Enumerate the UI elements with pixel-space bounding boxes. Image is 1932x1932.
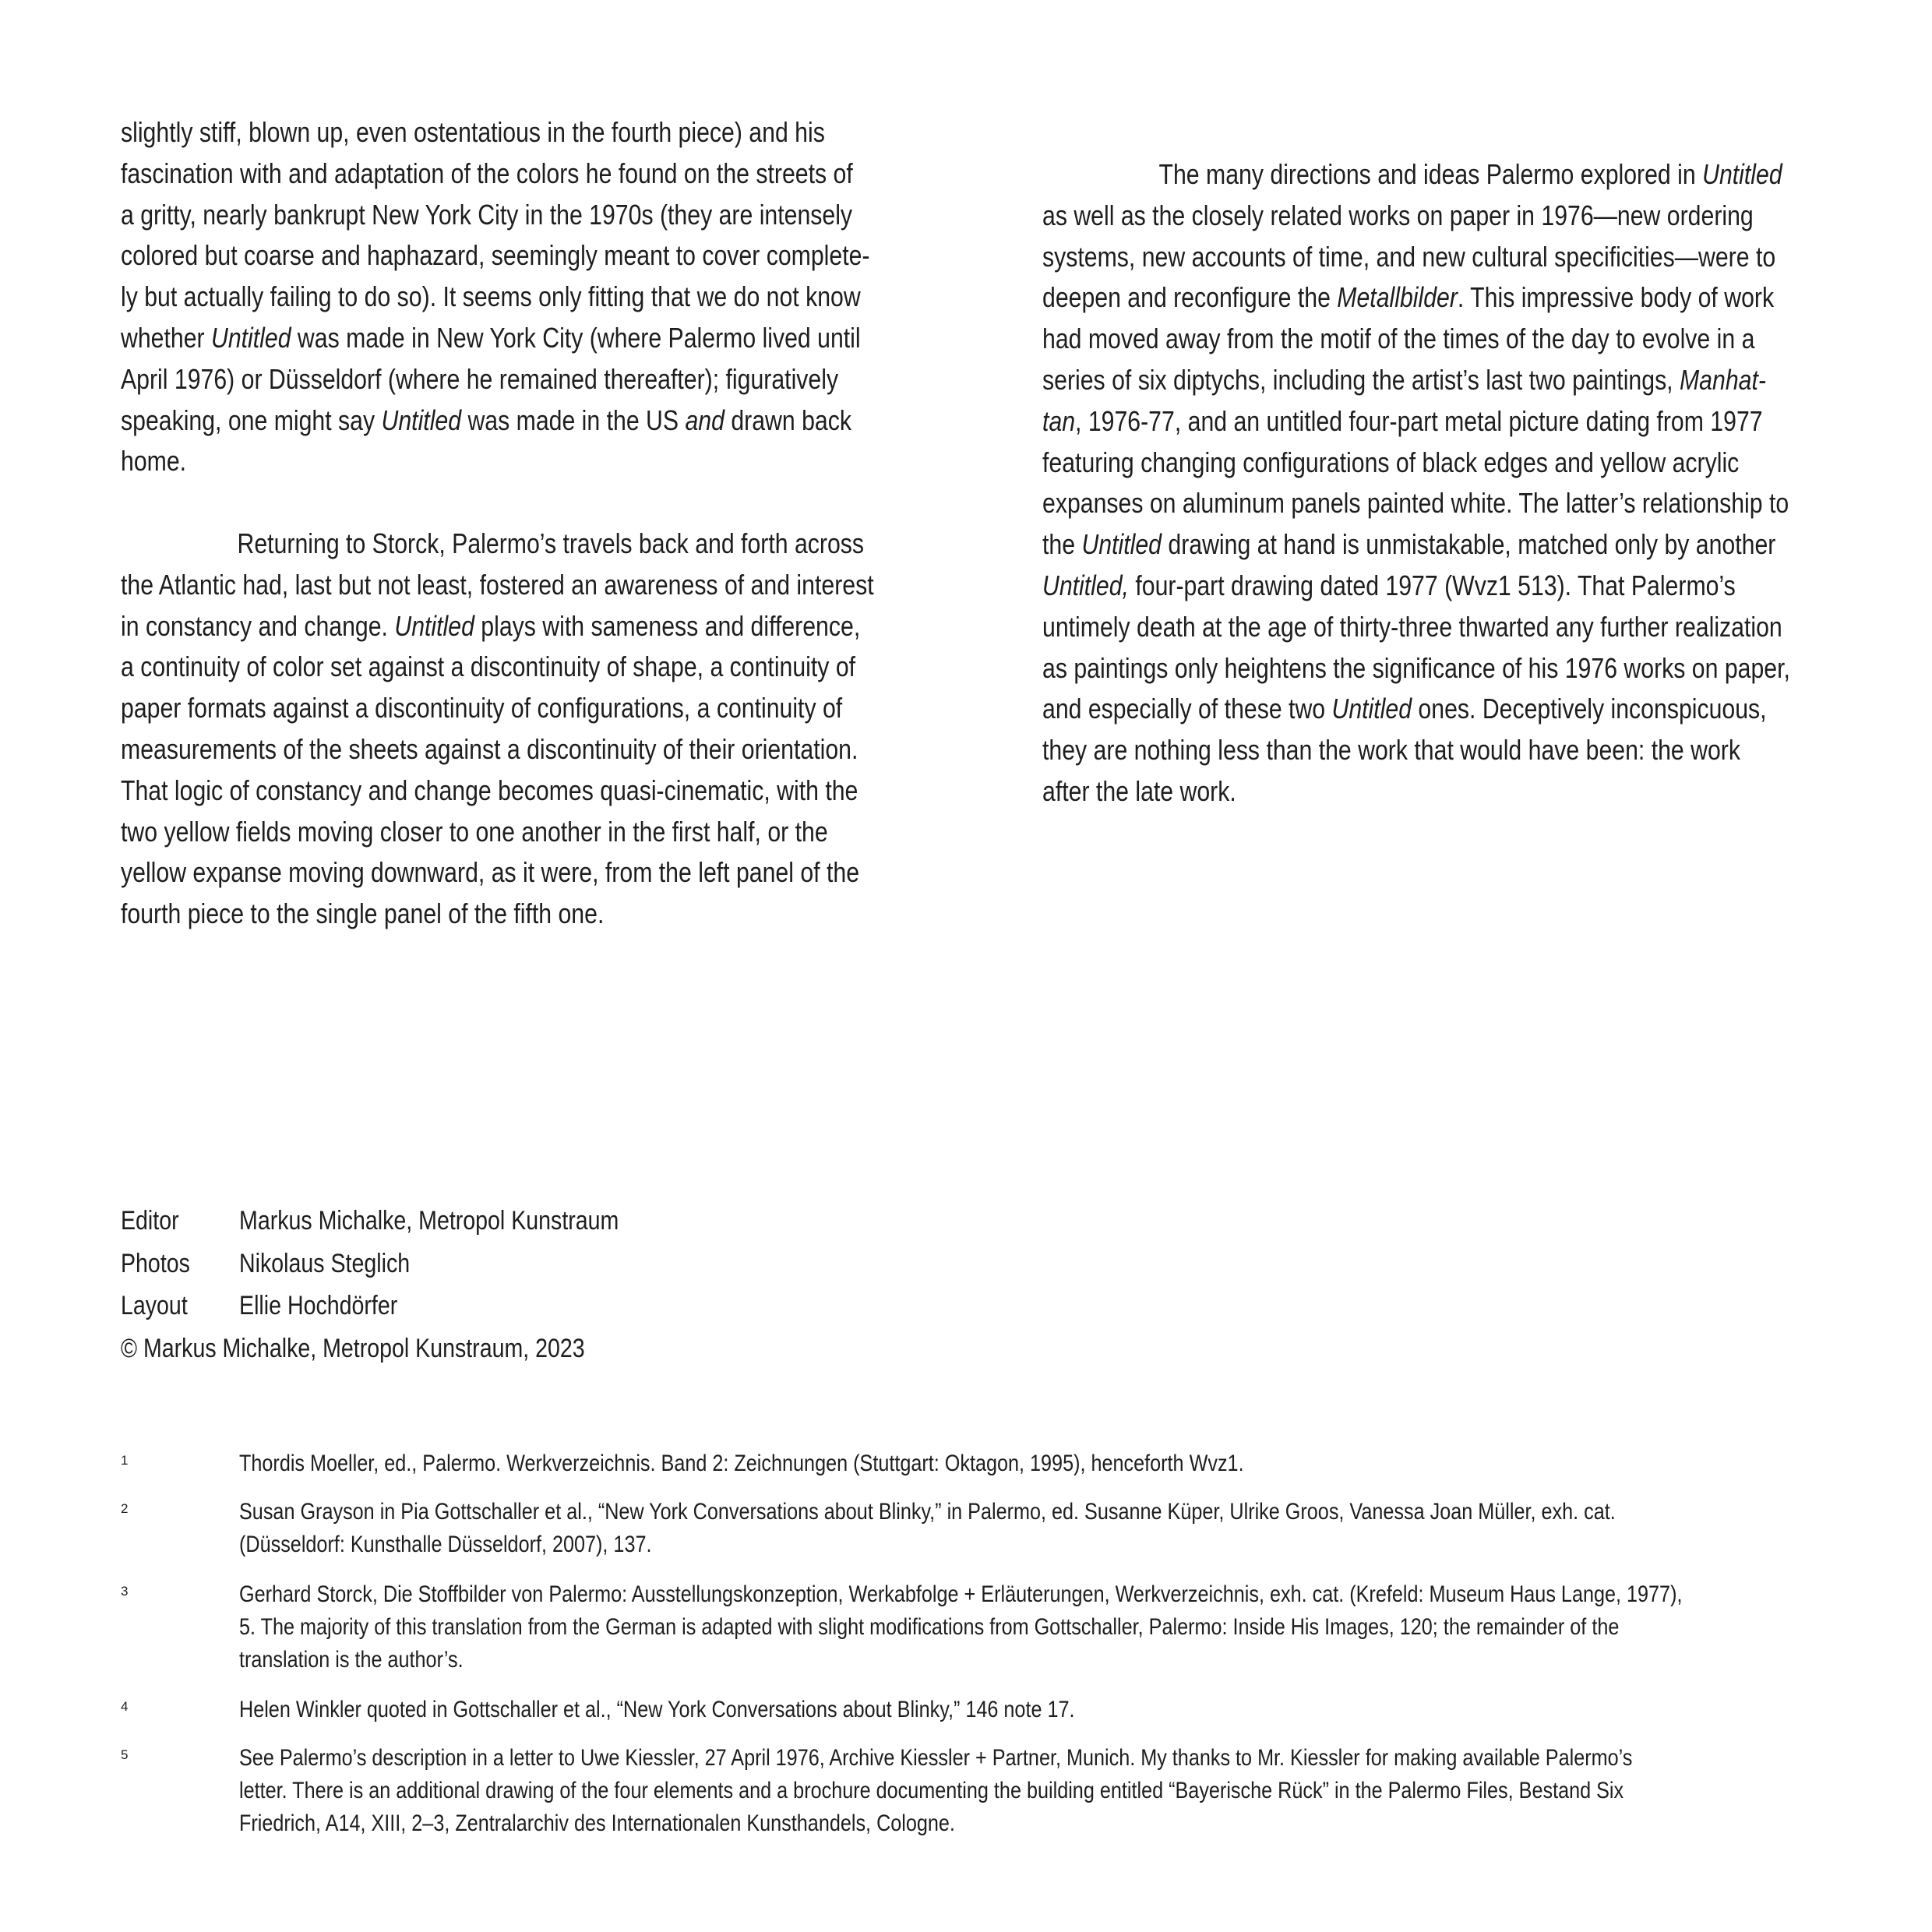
- text-line: [121, 770, 874, 812]
- text-line: [121, 524, 874, 565]
- text-line: [121, 277, 869, 318]
- text-segment: measurements of the sheets against a discontinuity of their orientation.: [121, 732, 858, 765]
- text-segment: Returning to Storck, Palermo’s travels back and forth across: [237, 527, 865, 559]
- footnote-line: Thordis Moeller, ed., Palermo. Werkverzeichnis. Band 2: Zeichnungen (Stuttgart: Oktagon, 1995), henceforth Wvz1.: [239, 1451, 1244, 1476]
- italic-title: Metallbilder: [1337, 281, 1458, 314]
- text-segment: . This impressive body of work: [1457, 281, 1775, 314]
- text-line: [121, 565, 874, 606]
- text-line: [1042, 566, 1790, 607]
- text-line: [1042, 524, 1790, 566]
- footnote-line: (Düsseldorf: Kunsthalle Düsseldorf, 2007), 137.: [239, 1532, 652, 1557]
- text-segment: whether: [121, 321, 211, 354]
- text-segment: April 1976) or Düsseldorf (where he remained thereafter); figuratively: [121, 362, 839, 395]
- text-segment: plays with sameness and difference,: [474, 609, 861, 642]
- footnote-number: 3: [121, 1584, 129, 1599]
- text-line: [1042, 196, 1790, 237]
- footnote-number: 1: [121, 1453, 129, 1468]
- italic-title: Untitled: [210, 321, 291, 354]
- text-line: [121, 318, 869, 359]
- text-line: [1042, 360, 1790, 401]
- italic-title: Untitled: [381, 404, 462, 436]
- credits: [121, 1200, 619, 1370]
- text-line: [1042, 771, 1790, 813]
- text-segment: home.: [121, 445, 187, 478]
- italic-title: Untitled: [1331, 693, 1412, 725]
- italic-title: tan: [1042, 404, 1076, 437]
- text-line: [121, 852, 874, 894]
- text-segment: was made in the US: [461, 404, 686, 436]
- text-line: [121, 195, 869, 236]
- text-segment: the: [1042, 528, 1082, 561]
- text-segment: ones. Deceptively inconspicuous,: [1412, 693, 1767, 725]
- footnote-text: [239, 1742, 1632, 1840]
- footnote-number: 5: [121, 1747, 129, 1762]
- text-segment: two yellow fields moving closer to one another in the first half, or the: [121, 815, 828, 848]
- text-segment: expanses on aluminum panels painted white. The latter’s relationship to: [1042, 487, 1789, 520]
- footnote-text: [239, 1578, 1682, 1676]
- text-line: [1042, 442, 1790, 484]
- text-segment: after the late work.: [1042, 774, 1236, 807]
- credit-label: Layout: [121, 1291, 188, 1320]
- text-segment: featuring changing configurations of black edges and yellow acrylic: [1042, 446, 1740, 478]
- text-line: [1042, 689, 1790, 730]
- text-segment: as well as the closely related works on paper in 1976—new ordering: [1042, 199, 1754, 231]
- text-line: [1042, 154, 1790, 196]
- text-segment: ly but actually failing to do so). It seems only fitting that we do not know: [121, 280, 861, 313]
- text-segment: they are nothing less than the work that would have been: the work: [1042, 734, 1741, 767]
- text-segment: was made in New York City (where Palermo lived until: [291, 321, 861, 354]
- text-segment: yellow expanse moving downward, as it were, from the left panel of the: [121, 856, 860, 889]
- text-line: [1042, 607, 1790, 648]
- text-line: [121, 112, 869, 153]
- footnote-text: [239, 1447, 1244, 1480]
- text-line: [121, 688, 874, 729]
- footnote-line: Gerhard Storck, Die Stoffbilder von Palermo: Ausstellungskonzeption, Werkabfolge + Erläuterungen, Werkverzeichnis, exh. cat. (Krefeld: Museum Haus Lange, 1977),: [239, 1581, 1683, 1607]
- footnote-text: [239, 1694, 1075, 1726]
- text-line: [1042, 319, 1790, 360]
- text-line: [1042, 277, 1790, 319]
- text-segment: drawing at hand is unmistakable, matched only by another: [1161, 528, 1776, 561]
- text-line: [1042, 648, 1790, 689]
- text-segment: paper formats against a discontinuity of configurations, a continuity of: [121, 692, 843, 724]
- footnote-line: letter. There is an additional drawing of the four elements and a brochure documenting the building entitled “Bayerische Rück” in the Palermo Files, Bestand Six: [239, 1778, 1624, 1803]
- left-column-paragraph-1: [121, 112, 869, 482]
- italic-title: Untitled: [394, 609, 474, 642]
- footnote-line: Helen Winkler quoted in Gottschaller et al., “New York Conversations about Blinky,” 146 note 17.: [239, 1697, 1075, 1722]
- text-segment: in constancy and change.: [121, 609, 395, 642]
- text-line: [1042, 483, 1790, 524]
- credit-row-editor: [121, 1200, 619, 1243]
- credit-value: Ellie Hochdörfer: [239, 1291, 398, 1320]
- text-segment: untimely death at the age of thirty-three thwarted any further realization: [1042, 610, 1782, 643]
- italic-title: Manhat-: [1679, 363, 1766, 396]
- credit-row-photos: [121, 1243, 619, 1285]
- text-line: [121, 894, 874, 935]
- text-line: [1042, 730, 1790, 771]
- footnote-number: 2: [121, 1501, 129, 1516]
- italic-title: Untitled: [1702, 158, 1782, 190]
- italic-title: Untitled: [1081, 528, 1162, 561]
- footnote-line: See Palermo’s description in a letter to Uwe Kiessler, 27 April 1976, Archive Kiessler + Partner, Munich. My thanks to Mr. Kiessler for making available Palermo’s: [239, 1745, 1633, 1771]
- copyright: © Markus Michalke, Metropol Kunstraum, 2023: [121, 1333, 585, 1363]
- credit-label: Editor: [121, 1206, 179, 1236]
- text-line: [121, 235, 869, 277]
- text-line: [121, 153, 869, 195]
- text-segment: systems, new accounts of time, and new cultural specificities—were to: [1042, 240, 1776, 273]
- text-segment: four-part drawing dated 1977 (Wvz1 513). That Palermo’s: [1128, 569, 1736, 601]
- text-segment: a continuity of color set against a discontinuity of shape, a continuity of: [121, 650, 856, 683]
- text-segment: speaking, one might say: [121, 404, 382, 436]
- text-segment: colored but coarse and haphazard, seemingly meant to cover complete-: [121, 239, 870, 272]
- italic-title: and: [685, 404, 724, 436]
- footnote-line: translation is the author’s.: [239, 1647, 464, 1673]
- text-segment: as paintings only heightens the significance of his 1976 works on paper,: [1042, 651, 1790, 684]
- text-line: [121, 606, 874, 647]
- text-segment: and especially of these two: [1042, 693, 1332, 725]
- text-segment: a gritty, nearly bankrupt New York City in the 1970s (they are intensely: [121, 198, 853, 231]
- text-segment: , 1976-77, and an untitled four-part metal picture dating from 1977: [1075, 404, 1763, 437]
- text-segment: drawn back: [724, 404, 851, 436]
- text-segment: The many directions and ideas Palermo explored in: [1158, 158, 1703, 190]
- text-line: [121, 812, 874, 853]
- text-segment: the Atlantic had, last but not least, fostered an awareness of and interest: [121, 568, 874, 601]
- text-segment: had moved away from the motif of the times of the day to evolve in a: [1042, 323, 1755, 355]
- text-line: [1042, 401, 1790, 442]
- credit-value: Markus Michalke, Metropol Kunstraum: [239, 1206, 619, 1236]
- text-line: [121, 647, 874, 688]
- italic-title: Untitled,: [1042, 569, 1129, 601]
- text-segment: fascination with and adaptation of the colors he found on the streets of: [121, 157, 853, 189]
- text-line: [121, 729, 874, 770]
- right-column-paragraph-1: [1042, 154, 1790, 813]
- text-line: [121, 441, 869, 482]
- text-segment: deepen and reconfigure the: [1042, 281, 1338, 314]
- footnote-line: 5. The majority of this translation from the German is adapted with slight modifications from Gottschaller, Palermo: Inside His Images, 120; the remainder of the: [239, 1614, 1620, 1640]
- left-column-paragraph-2: [121, 524, 874, 935]
- footnote-line: Susan Grayson in Pia Gottschaller et al., “New York Conversations about Blinky,” in Palermo, ed. Susanne Küper, Ulrike Groos, Vanessa Joan Müller, exh. cat.: [239, 1499, 1616, 1525]
- text-line: [121, 400, 869, 442]
- text-line: [1042, 237, 1790, 278]
- text-segment: fourth piece to the single panel of the fifth one.: [121, 897, 605, 930]
- text-line: [121, 359, 869, 400]
- credit-label: Photos: [121, 1248, 190, 1278]
- credit-row-layout: [121, 1285, 619, 1327]
- footnote-number: 4: [121, 1699, 129, 1714]
- footnote-line: Friedrich, A14, XIII, 2–3, Zentralarchiv des Internationalen Kunsthandels, Cologne.: [239, 1810, 955, 1836]
- text-segment: series of six diptychs, including the artist’s last two paintings,: [1042, 363, 1680, 396]
- text-segment: slightly stiff, blown up, even ostentatious in the fourth piece) and his: [121, 116, 825, 148]
- text-segment: That logic of constancy and change becomes quasi-cinematic, with the: [121, 774, 858, 806]
- credit-value: Nikolaus Steglich: [239, 1248, 411, 1278]
- footnote-text: [239, 1496, 1616, 1561]
